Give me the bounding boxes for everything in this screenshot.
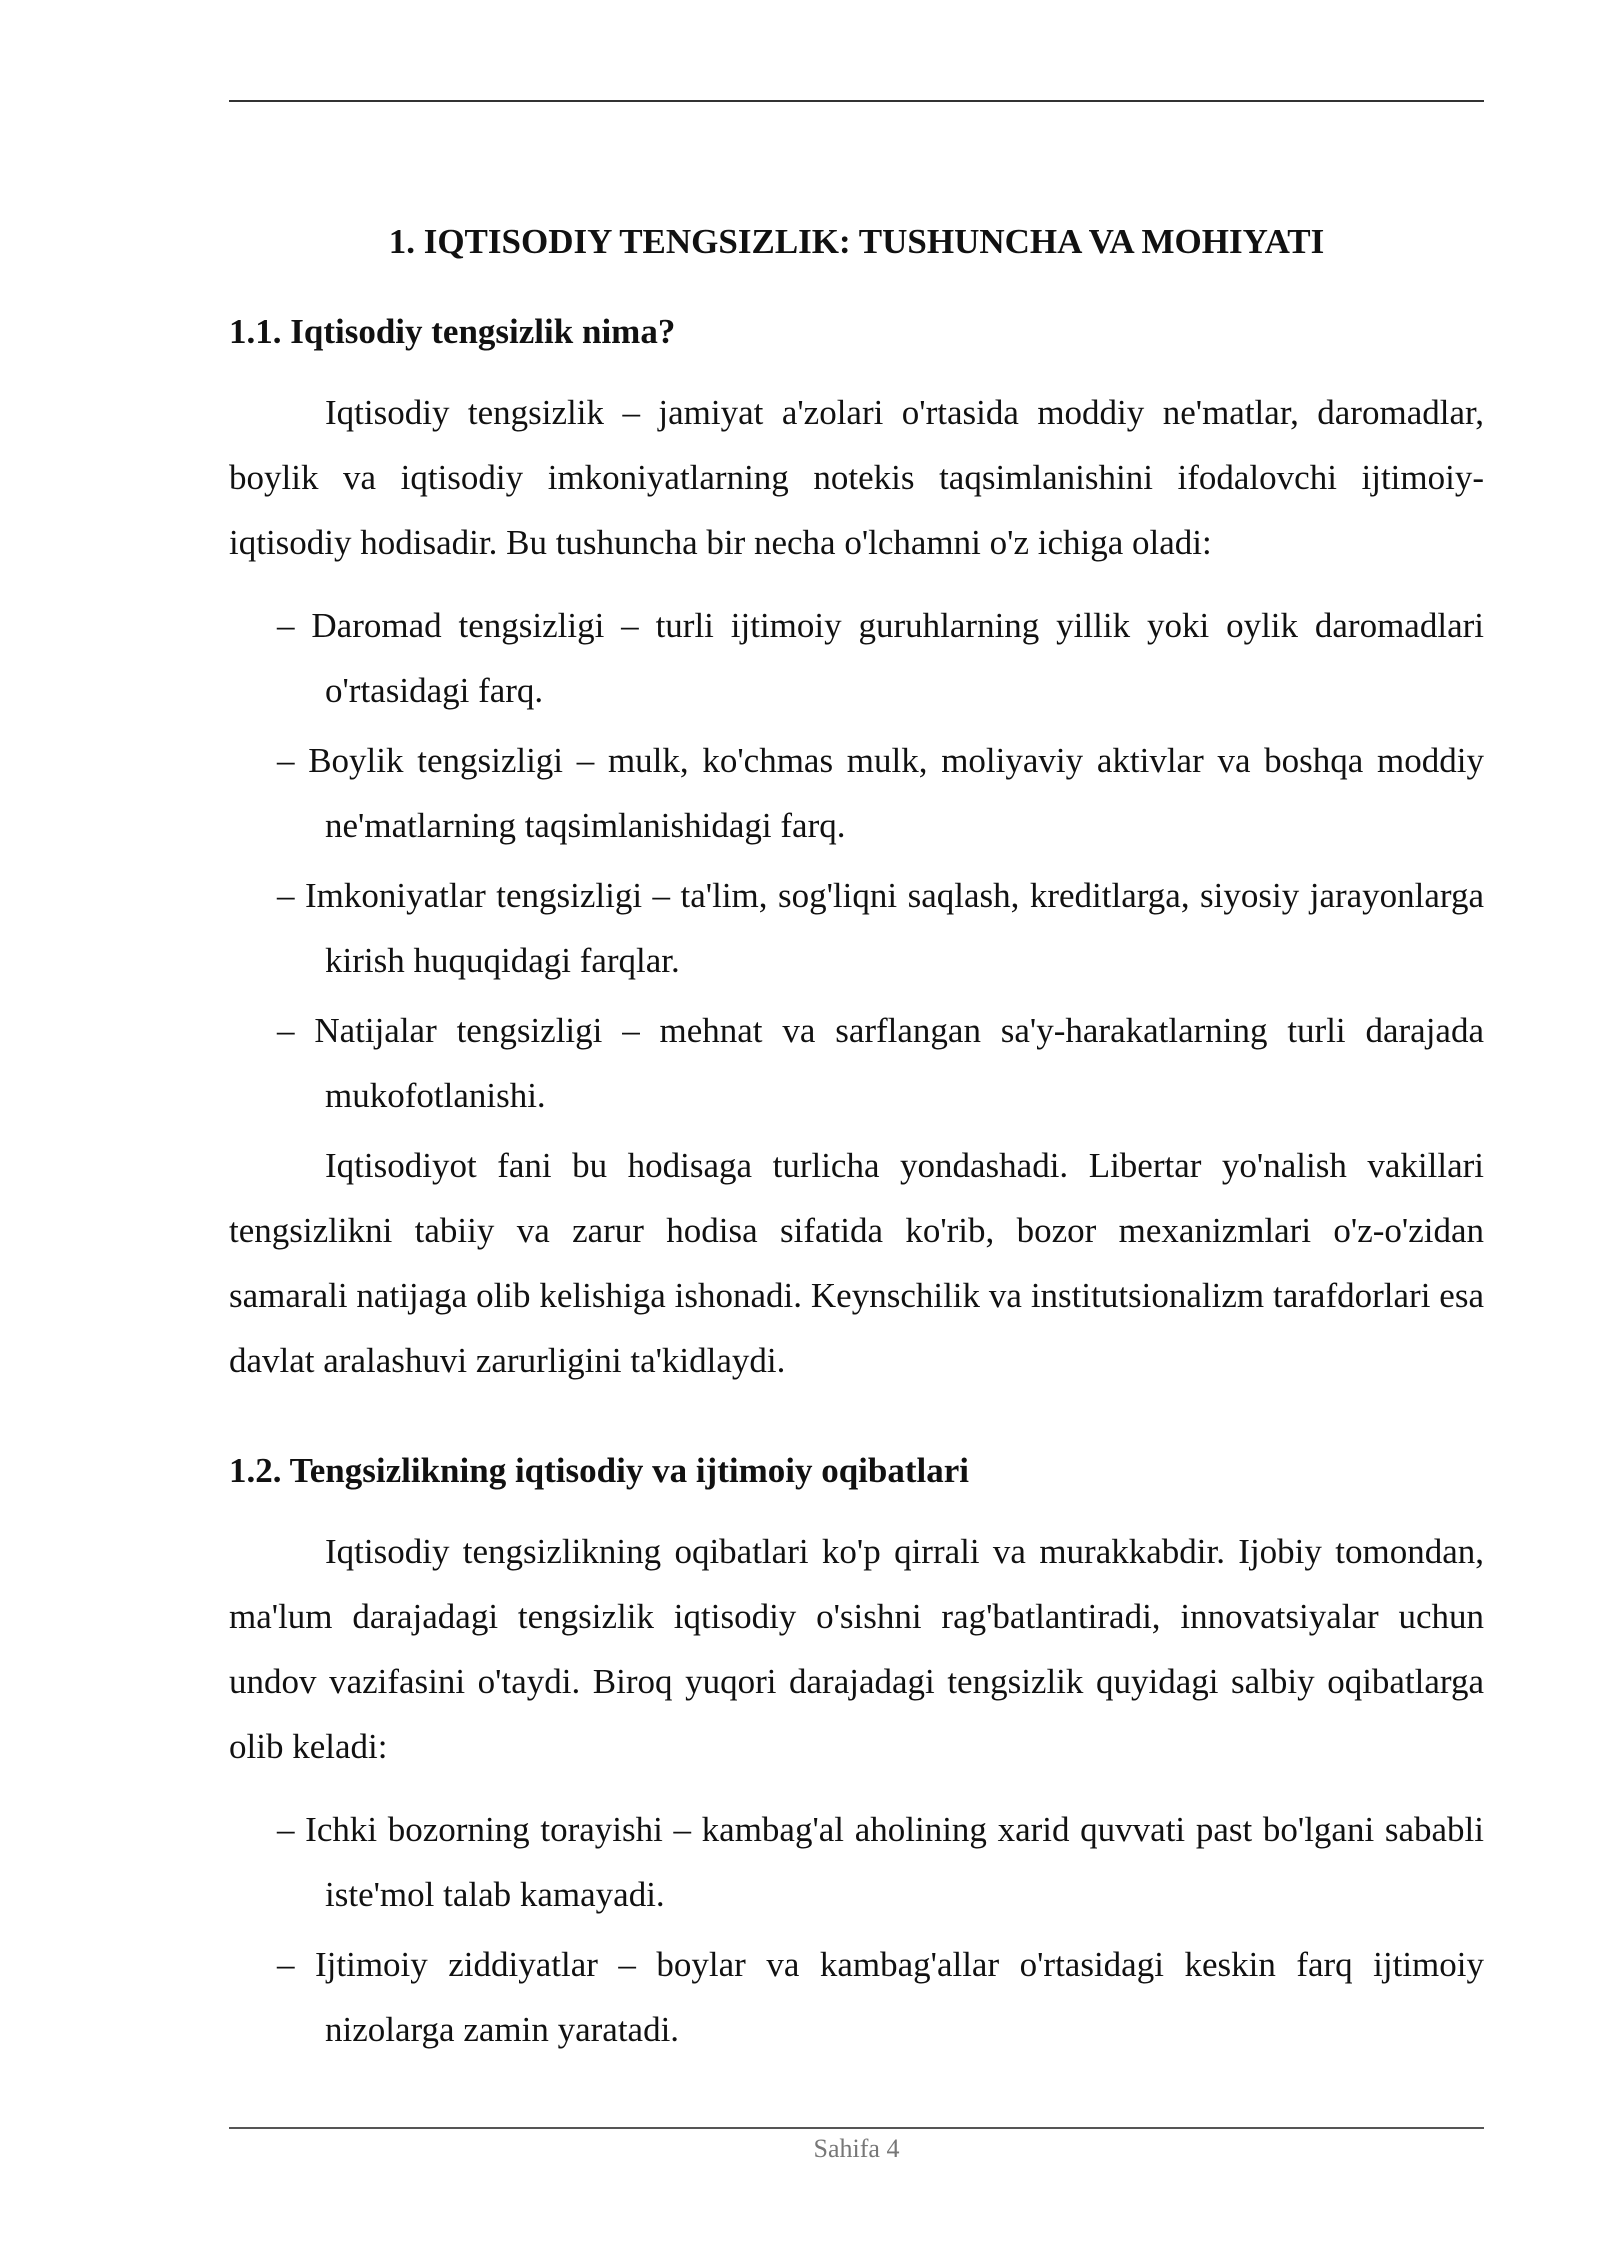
header-divider xyxy=(229,100,1484,102)
list-item: – Imkoniyatlar tengsizligi – ta'lim, sog'liqni saqlash, kreditlarga, siyosiy jarayonlarga kirish huquqidagi farqlar. xyxy=(277,876,1484,980)
chapter-title: 1. IQTISODIY TENGSIZLIK: TUSHUNCHA VA MOHIYATI xyxy=(388,222,1325,261)
section2-intro-paragraph: Iqtisodiy tengsizlikning oqibatlari ko'p qirrali va murakkabdir. Ijobiy tomondan, ma'lum darajadagi tengsizlik iqtisodiy o'sishni rag'batlantiradi, innovatsiyalar uchun undov vazifasini o'taydi. Biroq yuqori darajadagi tengsizlik quyidagi salbiy oqibatlarga olib keladi: xyxy=(229,1532,1484,1766)
section1-closing-paragraph: Iqtisodiyot fani bu hodisaga turlicha yondashadi. Libertar yo'nalish vakillari tengsizlikni tabiiy va zarur hodisa sifatida ko'rib, bozor mexanizmlari o'z-o'zidan samarali natijaga olib kelishiga ishonadi. Keynschilik va institutsionalizm tarafdorlari esa davlat aralashuvi zarurligini ta'kidlaydi. xyxy=(229,1146,1484,1380)
page-content xyxy=(229,212,1484,2067)
section-title-1-2: 1.2. Tengsizlikning iqtisodiy va ijtimoiy oqibatlari xyxy=(229,1451,970,1490)
section2-list xyxy=(229,1797,1484,2062)
list-item: – Ichki bozorning torayishi – kambag'al aholining xarid quvvati past bo'lgani sababli iste'mol talab kamayadi. xyxy=(277,1810,1484,1914)
list-item: – Daromad tengsizligi – turli ijtimoiy guruhlarning yillik yoki oylik daromadlari o'rtasidagi farq. xyxy=(277,606,1484,710)
list-item: – Boylik tengsizligi – mulk, ko'chmas mulk, moliyaviy aktivlar va boshqa moddiy ne'matlarning taqsimlanishidagi farq. xyxy=(277,741,1484,845)
document-page xyxy=(229,0,1484,2262)
list-item: – Natijalar tengsizligi – mehnat va sarflangan sa'y-harakatlarning turli darajada mukofotlanishi. xyxy=(277,1011,1484,1115)
list-item: – Ijtimoiy ziddiyatlar – boylar va kambag'allar o'rtasidagi keskin farq ijtimoiy nizolarga zamin yaratadi. xyxy=(277,1945,1484,2049)
section-title-1-1: 1.1. Iqtisodiy tengsizlik nima? xyxy=(229,312,676,351)
section1-intro-paragraph: Iqtisodiy tengsizlik – jamiyat a'zolari o'rtasida moddiy ne'matlar, daromadlar, boylik va iqtisodiy imkoniyatlarning notekis taqsimlanishini ifodalovchi ijtimoiy-iqtisodiy hodisadir. Bu tushuncha bir necha o'lchamni o'z ichiga oladi: xyxy=(229,393,1484,562)
section1-list xyxy=(229,593,1484,1128)
footer-divider xyxy=(229,2127,1484,2129)
page-number: Sahifa 4 xyxy=(813,2134,900,2163)
